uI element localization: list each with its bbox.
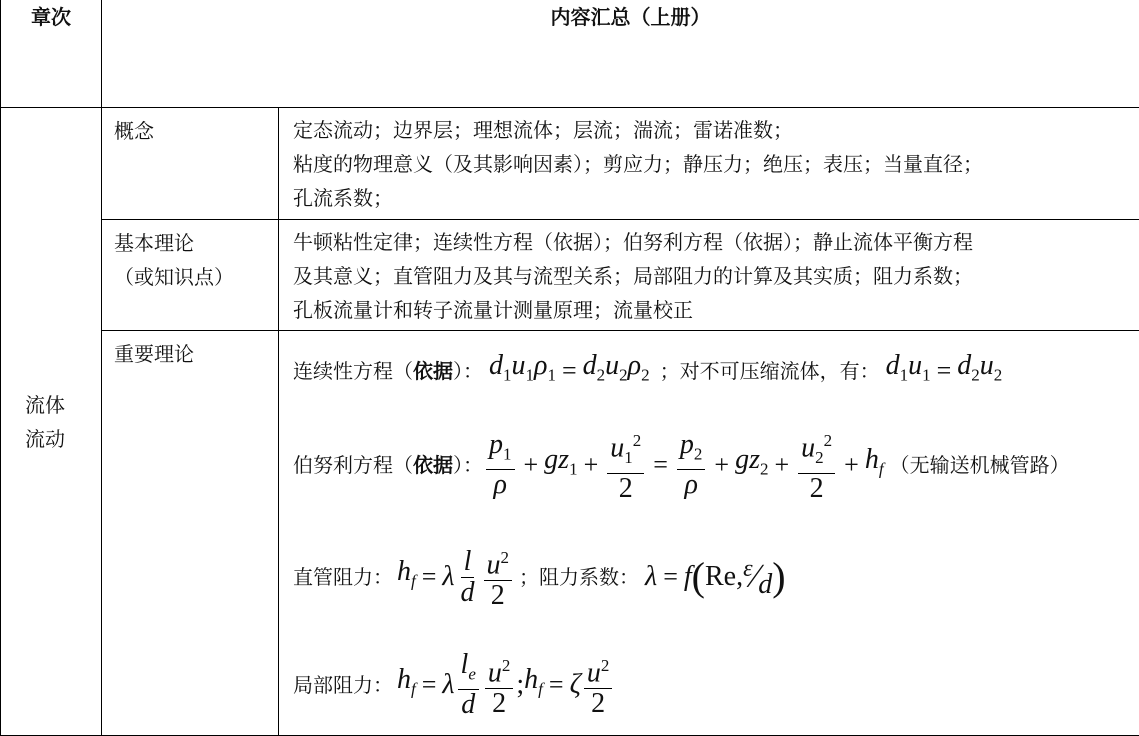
continuity-equation: 连续性方程（ 依据 ）： $d_1u_1\rho_1$ = $d_2u_2\rho_2$ ；对不可压缩流体，有： $d_1u_1$ = $d_2u_2$ xyxy=(293,339,1139,403)
category-label: 重要理论 xyxy=(114,337,278,371)
chapter-name-cell xyxy=(1,108,102,736)
chapter-name-line: 流动 xyxy=(25,422,101,456)
straight-pipe-resistance: 直管阻力： $h_f$ = λ $\frac{l}{d}$ $\frac{u^2}{2}$ ；阻力系数： λ = f ( Re, ε ∕ d ) xyxy=(293,527,1139,627)
category-label: 基本理论 xyxy=(114,226,278,260)
content-line: 孔流系数； xyxy=(293,181,1139,215)
header-chapter: 章次 xyxy=(1,0,102,108)
content-cell xyxy=(279,108,1139,220)
table-row xyxy=(1,108,1139,220)
category-label: （或知识点） xyxy=(114,260,278,294)
content-line: 孔板流量计和转子流量计测量原理；流量校正 xyxy=(293,293,1139,327)
local-resistance: 局部阻力： $h_f$ = λ $\frac{l_e}{d}$ $\frac{u^2}{2}$ ; $h_f$ = ζ $\frac{u^2}{2}$ xyxy=(293,635,1139,735)
category-cell xyxy=(102,108,279,220)
formula-cell xyxy=(279,331,1139,736)
table-row xyxy=(1,331,1139,736)
content-line: 粘度的物理意义（及其影响因素）；剪应力；静压力；绝压；表压；当量直径； xyxy=(293,147,1139,181)
content-cell xyxy=(279,220,1139,331)
category-label: 概念 xyxy=(114,114,278,148)
content-line: 及其意义；直管阻力及其与流型关系；局部阻力的计算及其实质；阻力系数； xyxy=(293,259,1139,293)
header-row xyxy=(1,0,1139,108)
content-line: 定态流动；边界层；理想流体；层流；湍流；雷诺准数； xyxy=(293,113,1139,147)
content-line: 牛顿粘性定律；连续性方程（依据）；伯努利方程（依据）；静止流体平衡方程 xyxy=(293,225,1139,259)
bernoulli-equation: 伯努利方程（ 依据 ）： $\frac{p_1}{\rho}$ + $gz_1$ + $\frac{u_1^2}{2}$ = $\frac{p_2}{\rho}$ + $gz_2$ + $\frac{u_2^2}{2}$ + $h_f$ （无输送机械管路） xyxy=(293,415,1139,515)
header-content: 内容汇总（上册） xyxy=(102,0,1139,108)
chapter-name-line: 流体 xyxy=(25,388,101,422)
category-cell xyxy=(102,331,279,736)
category-cell xyxy=(102,220,279,331)
table-row xyxy=(1,220,1139,331)
